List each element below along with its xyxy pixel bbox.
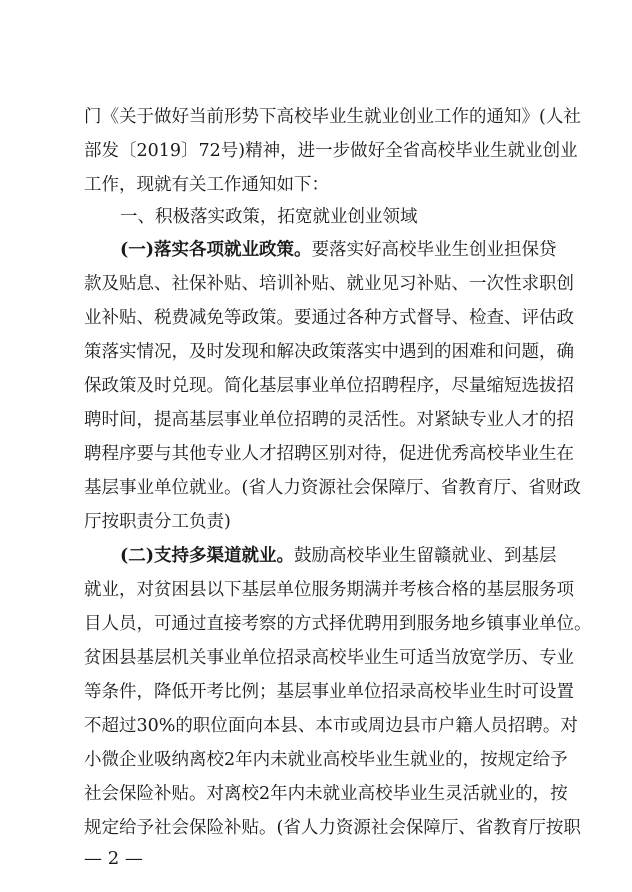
paragraph-1-lead: (一)落实各项就业政策。 xyxy=(120,240,312,260)
text-line-21: 社会保险补贴。对离校2年内未就业高校毕业生灵活就业的，按 xyxy=(84,784,568,804)
page-number: — 2 — xyxy=(84,848,143,869)
text-line-15: 就业，对贫困县以下基层单位服务期满并考核合格的基层服务项 xyxy=(84,580,574,600)
text-line-22: 规定给予社会保险补贴。(省人力资源社会保障厅、省教育厅按职 xyxy=(84,818,581,838)
text-line-9: 保政策及时兑现。简化基层事业单位招聘程序，尽量缩短选拔招 xyxy=(84,376,574,396)
paragraph-2-lead: (二)支持多渠道就业。 xyxy=(120,546,295,566)
text-line-1: 门《关于做好当前形势下高校毕业生就业创业工作的通知》(人社 xyxy=(84,107,581,127)
text-line-18: 等条件，降低开考比例；基层事业单位招录高校毕业生时可设置 xyxy=(84,682,574,702)
text-line-11: 聘程序要与其他专业人才招聘区别对待，促进优秀高校毕业生在 xyxy=(84,444,574,464)
paragraph-1-start: (一)落实各项就业政策。要落实好高校毕业生创业担保贷 xyxy=(120,240,557,260)
text-line-13: 厅按职责分工负责) xyxy=(84,512,231,532)
section-heading-1: 一、积极落实政策，拓宽就业创业领域 xyxy=(120,207,418,227)
paragraph-2-start: (二)支持多渠道就业。鼓励高校毕业生留赣就业、到基层 xyxy=(120,546,557,566)
text-line-12: 基层事业单位就业。(省人力资源社会保障厅、省教育厅、省财政 xyxy=(84,478,581,498)
text-line-8: 策落实情况，及时发现和解决政策落实中遇到的困难和问题，确 xyxy=(84,342,574,362)
text-line-6: 款及贴息、社保补贴、培训补贴、就业见习补贴、一次性求职创 xyxy=(84,274,574,294)
text-line-7: 业补贴、税费减免等政策。要通过各种方式督导、检查、评估政 xyxy=(84,308,574,328)
text-line-19: 不超过30%的职位面向本县、本市或周边县市户籍人员招聘。对 xyxy=(84,716,578,736)
text-line-10: 聘时间，提高基层事业单位招聘的灵活性。对紧缺专业人才的招 xyxy=(84,410,574,430)
text-line-20: 小微企业吸纳离校2年内未就业高校毕业生就业的，按规定给予 xyxy=(84,750,568,770)
text-line-3: 工作，现就有关工作通知如下： xyxy=(84,175,329,195)
text-line-2: 部发〔2019〕72号)精神，进一步做好全省高校毕业生就业创业 xyxy=(84,141,578,161)
text-line-16: 目人员，可通过直接考察的方式择优聘用到服务地乡镇事业单位。 xyxy=(84,614,592,634)
text-line-17: 贫困县基层机关事业单位招录高校毕业生可适当放宽学历、专业 xyxy=(84,648,574,668)
